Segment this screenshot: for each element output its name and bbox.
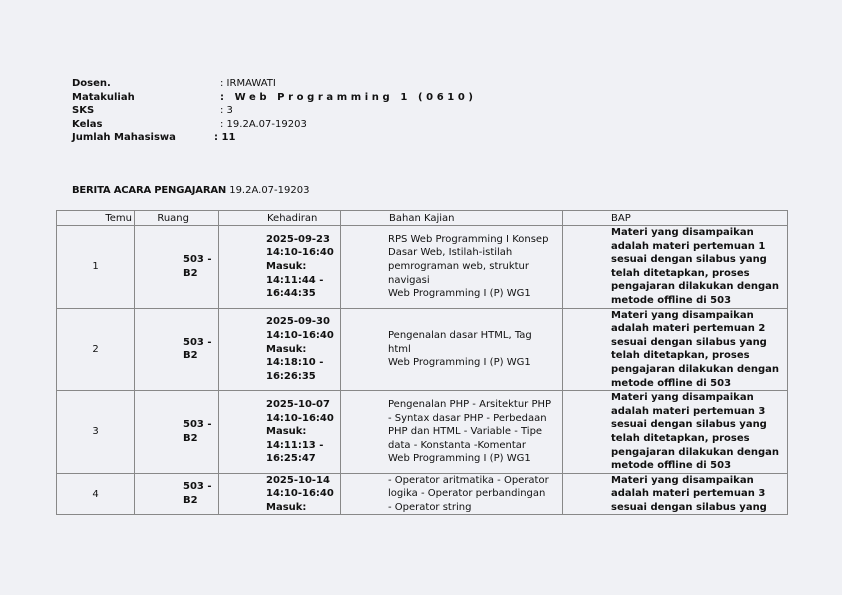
course-info [72, 77, 477, 145]
cell-bahan-kajian: Pengenalan PHP - Arsitektur PHP - Syntax dasar PHP - Perbedaan PHP dan HTML - Variable - Tipe data - Konstanta -Komentar Web Programming I (P) WG1 [341, 391, 563, 474]
cell-kehadiran: 2025-10-14 14:10-16:40 Masuk: [219, 473, 341, 515]
info-row-dosen [72, 77, 477, 91]
table-row [57, 226, 788, 309]
cell-ruang: 503 - B2 [135, 308, 219, 391]
matakuliah-value: : Web Programming 1 (0610) [220, 91, 477, 103]
sks-value: : 3 [220, 105, 233, 117]
cell-kehadiran: 2025-10-07 14:10-16:40 Masuk: 14:11:13 - 16:25:47 [219, 391, 341, 474]
matakuliah-label: Matakuliah [72, 91, 135, 103]
info-row-sks [72, 104, 477, 118]
cell-bap: Materi yang disampaikan adalah materi pertemuan 3 sesuai dengan silabus yang telah ditetapkan, proses pengajaran dilakukan dengan metode offline di 503 [563, 391, 788, 474]
table-row [57, 473, 788, 515]
info-row-kelas [72, 118, 477, 132]
cell-temu: 4 [57, 473, 135, 515]
cell-bap: Materi yang disampaikan adalah materi pertemuan 1 sesuai dengan silabus yang telah ditetapkan, proses pengajaran dilakukan dengan metode offline di 503 [563, 226, 788, 309]
cell-temu: 2 [57, 308, 135, 391]
table-row [57, 308, 788, 391]
cell-bahan-kajian: Pengenalan dasar HTML, Tag html Web Programming I (P) WG1 [341, 308, 563, 391]
section-title-class: 19.2A.07-19203 [226, 185, 310, 196]
cell-ruang: 503 - B2 [135, 473, 219, 515]
header-ruang: Ruang [135, 211, 219, 226]
cell-kehadiran: 2025-09-23 14:10-16:40 Masuk: 14:11:44 - 16:44:35 [219, 226, 341, 309]
kelas-value: : 19.2A.07-19203 [220, 118, 307, 130]
cell-ruang: 503 - B2 [135, 391, 219, 474]
jumlah-label: Jumlah Mahasiswa [72, 132, 176, 144]
cell-temu: 1 [57, 226, 135, 309]
kelas-label: Kelas [72, 118, 103, 130]
cell-ruang: 503 - B2 [135, 226, 219, 309]
sks-label: SKS [72, 105, 95, 117]
teaching-log-table [56, 210, 788, 515]
info-row-jumlah [72, 131, 477, 145]
header-bahan-kajian: Bahan Kajian [341, 211, 563, 226]
cell-temu: 3 [57, 391, 135, 474]
info-row-matakuliah [72, 91, 477, 105]
cell-bahan-kajian: - Operator aritmatika - Operator logika - Operator perbandingan - Operator string [341, 473, 563, 515]
dosen-label: Dosen. [72, 78, 111, 89]
section-title [72, 185, 309, 196]
cell-bahan-kajian: RPS Web Programming I Konsep Dasar Web, Istilah-istilah pemrograman web, struktur navigasi Web Programming I (P) WG1 [341, 226, 563, 309]
cell-kehadiran: 2025-09-30 14:10-16:40 Masuk: 14:18:10 - 16:26:35 [219, 308, 341, 391]
cell-bap: Materi yang disampaikan adalah materi pertemuan 2 sesuai dengan silabus yang telah ditetapkan, proses pengajaran dilakukan dengan metode offline di 503 [563, 308, 788, 391]
cell-bap: Materi yang disampaikan adalah materi pertemuan 3 sesuai dengan silabus yang [563, 473, 788, 515]
header-bap: BAP [563, 211, 788, 226]
header-kehadiran: Kehadiran [219, 211, 341, 226]
dosen-value: : IRMAWATI [220, 78, 276, 89]
table-row [57, 391, 788, 474]
jumlah-value: : 11 [214, 132, 236, 144]
header-temu: Temu [57, 211, 135, 226]
section-title-bold: BERITA ACARA PENGAJARAN [72, 185, 227, 196]
table-header-row [57, 211, 788, 226]
